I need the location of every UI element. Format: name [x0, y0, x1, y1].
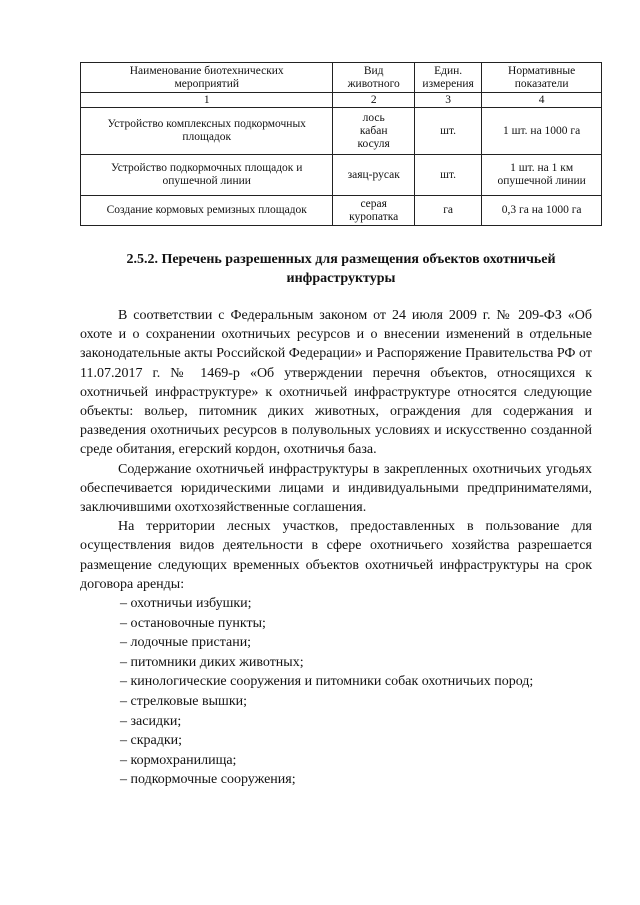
header-measure-name: Наименование биотехнических мероприятий: [81, 63, 333, 93]
table-row: [81, 155, 602, 196]
list-item: – скрадки;: [120, 733, 183, 749]
column-number: 3: [414, 93, 481, 108]
list-item: – кинологические сооружения и питомники собак охотничьих пород;: [120, 674, 534, 690]
table-row: [81, 196, 602, 226]
list-item: – засидки;: [120, 713, 182, 729]
norm-cell: 1 шт. на 1000 га: [482, 108, 602, 155]
unit-cell: га: [414, 196, 481, 226]
norm-cell: 1 шт. на 1 км опушечной линии: [482, 155, 602, 196]
list-item: – лодочные пристани;: [120, 635, 252, 651]
section-heading: [80, 250, 602, 288]
infrastructure-objects-list: [80, 594, 592, 790]
paragraph: В соответствии с Федеральным законом от 24 июля 2009 г. № 209-ФЗ «Об охоте и о сохранении охотничьих ресурсов и о внесении изменений в отдельные законодательные акты Российской Федерации» и Распоряжение Правительства РФ от 11.07.2017 г. № 1469-р «Об утверждении перечня объектов, относящихся к охотничьей инфраструктуре» к охотничьей инфраструктуре относятся следующие объекты: вольер, питомник диких животных, ограждения для содержания и разведения охотничьих ресурсов в полувольных условиях и искусственно созданной среде обитания, егерский кордон, охотничья база.: [80, 308, 592, 458]
list-item: – охотничьи избушки;: [120, 596, 252, 612]
animal-cell: серая куропатка: [333, 196, 414, 226]
table-column-numbers-row: [81, 93, 602, 108]
list-item: – остановочные пункты;: [120, 615, 266, 631]
list-item: – подкормочные сооружения;: [120, 772, 296, 788]
animal-cell: заяц-русак: [333, 155, 414, 196]
norm-cell: 0,3 га на 1000 га: [482, 196, 602, 226]
column-number: 1: [81, 93, 333, 108]
section-heading-line: 2.5.2. Перечень разрешенных для размещения объектов охотничьей: [126, 252, 556, 267]
measure-name-cell: Создание кормовых ремизных площадок: [81, 196, 333, 226]
unit-cell: шт.: [414, 108, 481, 155]
paragraph: Содержание охотничьей инфраструктуры в закрепленных охотничьих угодьях обеспечивается юридическими лицами и индивидуальными предпринимателями, заключившими охотхозяйственные соглашения.: [80, 461, 592, 516]
list-item: – кормохранилища;: [120, 752, 237, 768]
list-item: – питомники диких животных;: [120, 654, 304, 670]
table-row: [81, 108, 602, 155]
header-unit: Един. измерения: [414, 63, 481, 93]
header-norm: Нормативные показатели: [482, 63, 602, 93]
table-header-row: [81, 63, 602, 93]
biotechnical-measures-table: [80, 62, 602, 226]
measure-name-cell: Устройство подкормочных площадок и опушечной линии: [81, 155, 333, 196]
list-item: – стрелковые вышки;: [120, 694, 248, 710]
section-body: [80, 306, 592, 790]
column-number: 2: [333, 93, 414, 108]
paragraph: На территории лесных участков, предоставленных в пользование для осуществления видов деятельности в сфере охотничьего хозяйства разрешается размещение следующих временных объектов охотничьей инфраструктуры на срок договора аренды:: [80, 519, 592, 592]
measure-name-cell: Устройство комплексных подкормочных площадок: [81, 108, 333, 155]
unit-cell: шт.: [414, 155, 481, 196]
column-number: 4: [482, 93, 602, 108]
animal-cell: лось кабан косуля: [333, 108, 414, 155]
section-heading-line: инфраструктуры: [286, 271, 396, 286]
header-animal-type: Вид животного: [333, 63, 414, 93]
